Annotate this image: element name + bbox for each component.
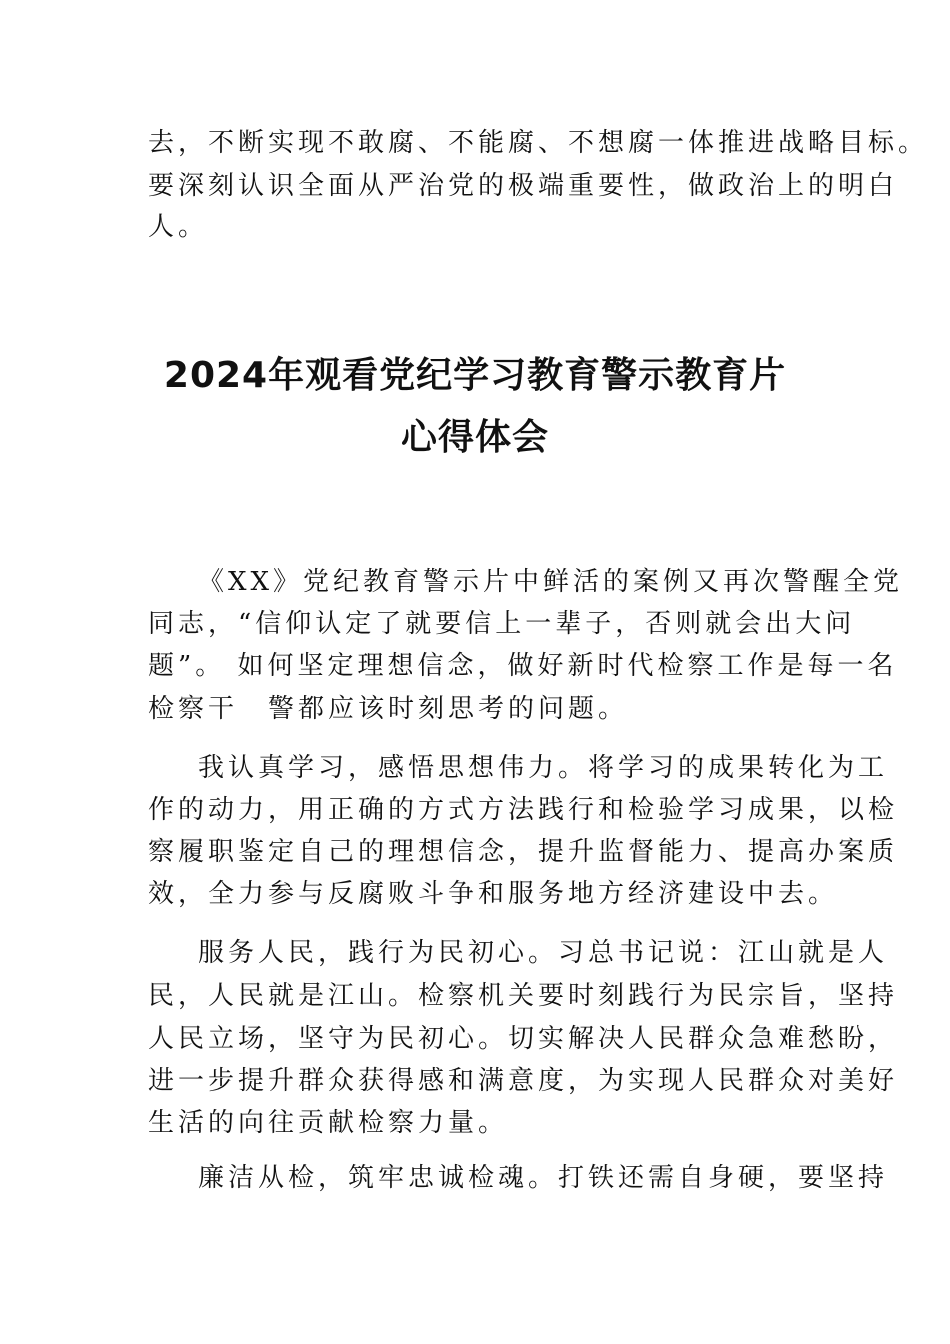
- paragraph-line: 题”。 如何坚定理想信念，做好新时代检察工作是每一名: [148, 651, 898, 681]
- paragraph-line: 同志，“信仰认定了就要信上一辈子，否则就会出大问: [148, 609, 856, 639]
- paragraph-line: 人民立场，坚守为民初心。切实解决人民群众急难愁盼，: [148, 1024, 899, 1054]
- paragraph-line: 民，人民就是江山。检察机关要时刻践行为民宗旨，坚持: [148, 981, 899, 1011]
- paragraph-line: 察履职鉴定自己的理想信念，提升监督能力、提高办案质: [148, 837, 899, 867]
- paragraph-line: 检察干 警都应该时刻思考的问题。: [148, 694, 629, 724]
- paragraph-line: 作的动力，用正确的方式方法践行和检验学习成果，以检: [148, 795, 899, 825]
- document-title-line-1: 2024年观看党纪学习教育警示教育片: [163, 355, 787, 396]
- paragraph-line: 进一步提升群众获得感和满意度，为实现人民群众对美好: [148, 1066, 899, 1096]
- paragraph-line: 我认真学习，感悟思想伟力。将学习的成果转化为工: [198, 753, 889, 783]
- paragraph-line: 去，不断实现不敢腐、不能腐、不想腐一体推进战略目标。: [148, 128, 929, 158]
- paragraph-line: 《XX》党纪教育警示片中鲜活的案例又再次警醒全党: [198, 567, 904, 597]
- paragraph-line: 生活的向往贡献检察力量。: [148, 1108, 509, 1138]
- paragraph-line: 要深刻认识全面从严治党的极端重要性，做政治上的明白: [148, 171, 899, 201]
- paragraph-line: 服务人民，践行为民初心。习总书记说：江山就是人: [198, 938, 889, 968]
- paragraph-line: 效，全力参与反腐败斗争和服务地方经济建设中去。: [148, 879, 839, 909]
- paragraph-line: 人。: [148, 212, 209, 242]
- paragraph-line: 廉洁从检，筑牢忠诚检魂。打铁还需自身硬，要坚持: [198, 1163, 889, 1193]
- document-title-line-2: 心得体会: [400, 417, 549, 458]
